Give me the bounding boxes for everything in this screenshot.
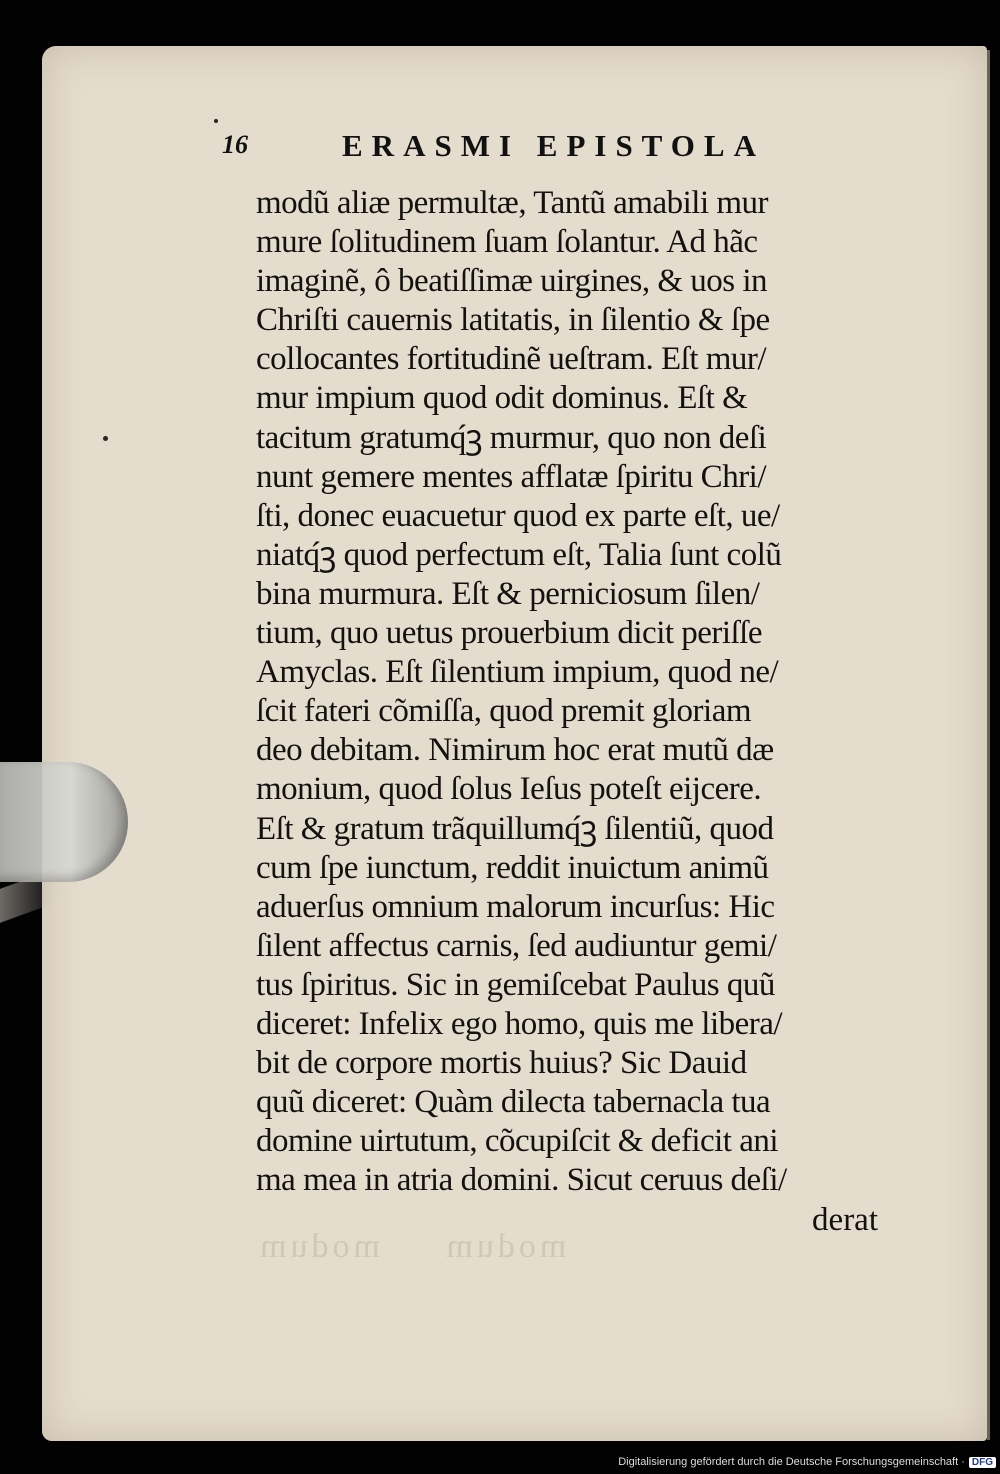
text-line: ſti, donec euacuetur quod ex parte eſt, ue/ [256, 497, 780, 534]
text-line: ma mea in atria domini. Sicut ceruus deſi/ [256, 1162, 787, 1199]
text-line: nunt gemere mentes afflatæ ſpiritu Chri/ [256, 458, 767, 495]
text-line: Eſt & gratum trãquillumq́ꝫ ſilentiũ, quod [256, 810, 774, 847]
text-line: cum ſpe iunctum, reddit inuictum animũ [256, 849, 769, 886]
text-line: mur impium quod odit dominus. Eſt & [256, 380, 748, 417]
text-line: niatq́ꝫ quod perfectum eſt, Talia ſunt colũ [256, 536, 782, 573]
text-line: collocantes fortitudinẽ ueſtram. Eſt mur/ [256, 341, 767, 378]
text-line: Amyclas. Eſt ſilentium impium, quod ne/ [256, 654, 779, 691]
show-through-ink: modum modum [256, 1228, 567, 1265]
dfg-logo: DFG [969, 1457, 996, 1468]
page-edge [987, 50, 990, 1440]
text-line: tium, quo uetus prouerbium dicit periſſe [256, 615, 763, 652]
page-number: 16 [222, 130, 248, 159]
credit-text: Digitalisierung gefördert durch die Deutsche Forschungsgemeinschaft · [618, 1456, 965, 1468]
catchword: derat [812, 1202, 878, 1239]
digitization-credit [618, 1456, 996, 1468]
text-line: imaginẽ, ô beatiſſimæ uirgines, & uos in [256, 263, 768, 300]
text-line: deo debitam. Nimirum hoc erat mutũ dæ [256, 732, 774, 769]
running-title: ERASMI EPISTOLA [342, 128, 765, 163]
text-line: tus ſpiritus. Sic in gemiſcebat Paulus quũ [256, 966, 775, 1003]
text-line: aduerſus omnium malorum incurſus: Hic [256, 888, 775, 925]
body-text [256, 184, 896, 1240]
text-line: ſilent affectus carnis, ſed audiuntur gemi/ [256, 927, 777, 964]
paper-speck [103, 436, 108, 441]
text-line: quũ diceret: Quàm dilecta tabernacla tua [256, 1084, 771, 1121]
paper-speck [214, 119, 218, 123]
text-line: mure ſolitudinem ſuam ſolantur. Ad hãc [256, 224, 758, 261]
text-line: tacitum gratumq́ꝫ murmur, quo non deſi [256, 419, 767, 456]
text-line: diceret: Infelix ego homo, quis me libera/ [256, 1005, 783, 1042]
text-line: domine uirtutum, cõcupiſcit & deficit ani [256, 1123, 779, 1160]
text-line: monium, quod ſolus Ieſus poteſt eijcere. [256, 771, 762, 808]
page-clip [0, 762, 128, 882]
running-header [222, 128, 842, 178]
text-line: bina murmura. Eſt & perniciosum ſilen/ [256, 575, 760, 612]
text-line: bit de corpore mortis huius? Sic Dauid [256, 1045, 747, 1082]
text-line: modũ aliæ permultæ, Tantũ amabili mur [256, 185, 769, 221]
text-line: ſcit fateri cõmiſſa, quod premit gloriam [256, 693, 752, 730]
text-line: Chriſti cauernis latitatis, in ſilentio & ſpe [256, 302, 770, 339]
